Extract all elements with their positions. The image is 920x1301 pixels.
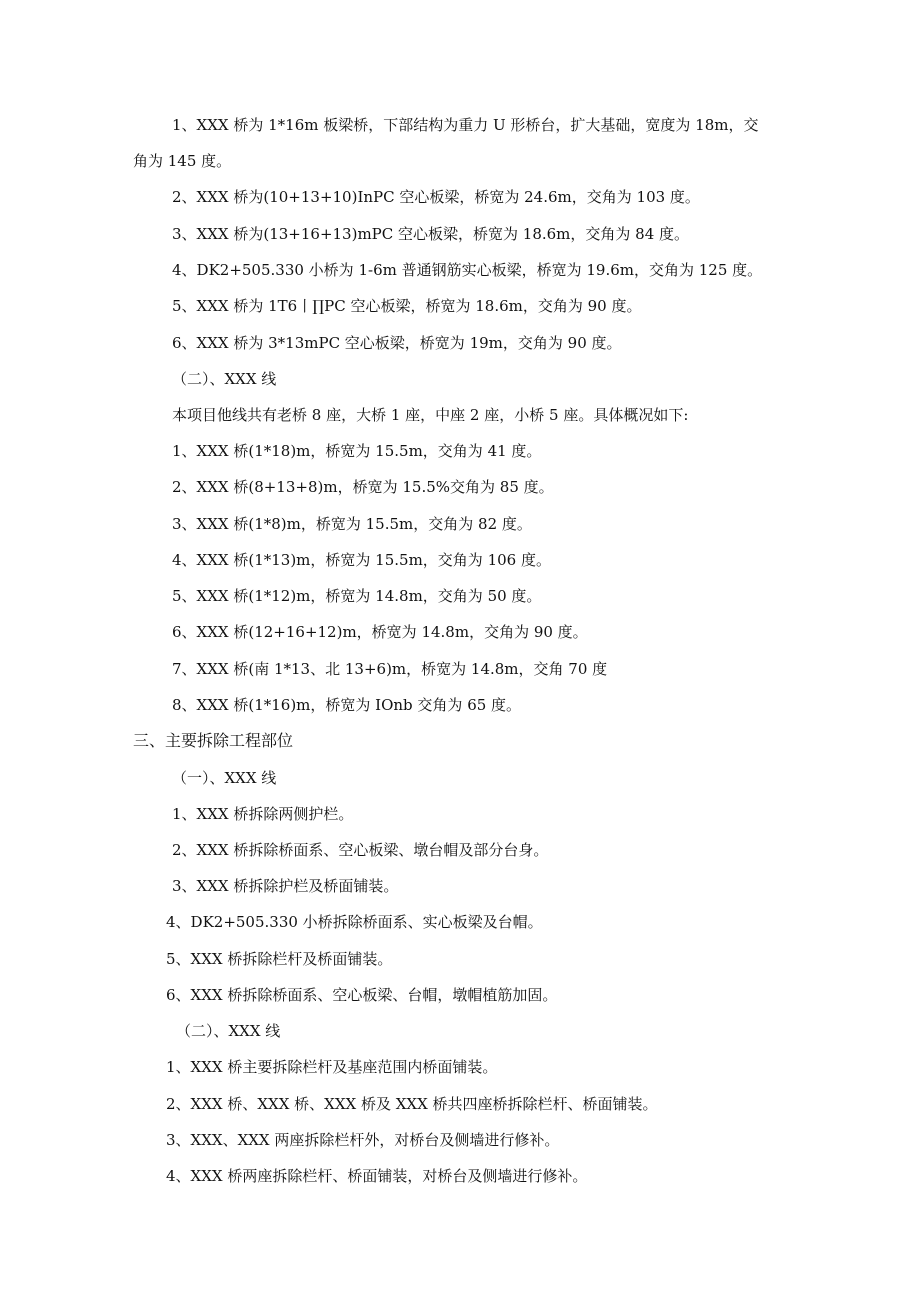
- paragraph-line: 1、XXX 桥(1*18)m，桥宽为 15.5m，交角为 41 度。: [172, 442, 542, 460]
- subsection-heading: （二）、XXX 线: [176, 1022, 281, 1040]
- paragraph-line: 本项目他线共有老桥 8 座，大桥 1 座，中座 2 座，小桥 5 座。具体概况如下:: [172, 406, 689, 424]
- paragraph-line: 角为 145 度。: [133, 152, 232, 170]
- section-heading: 三、主要拆除工程部位: [133, 731, 294, 750]
- paragraph-line: 2、XXX 桥(8+13+8)m，桥宽为 15.5%交角为 85 度。: [172, 478, 554, 496]
- paragraph-line: 1、XXX 桥主要拆除栏杆及基座范围内桥面铺装。: [166, 1058, 498, 1076]
- paragraph-line: 3、XXX 桥为(13+16+13)mPC 空心板梁，桥宽为 18.6m，交角为 84 度。: [172, 225, 690, 243]
- paragraph-line: 6、XXX 桥(12+16+12)m，桥宽为 14.8m，交角为 90 度。: [172, 623, 588, 641]
- paragraph-line: 4、XXX 桥两座拆除栏杆、桥面铺装，对桥台及侧墙进行修补。: [166, 1167, 588, 1185]
- paragraph-line: 2、XXX 桥为(10+13+10)InPC 空心板梁，桥宽为 24.6m，交角为 103 度。: [172, 188, 700, 206]
- paragraph-line: 4、DK2+505.330 小桥为 1-6m 普通钢筋实心板梁，桥宽为 19.6m，交角为 125 度。: [172, 261, 763, 279]
- paragraph-line: 3、XXX 桥拆除护栏及桥面铺装。: [172, 877, 399, 895]
- subsection-heading: （一）、XXX 线: [172, 769, 277, 787]
- paragraph-line: 6、XXX 桥拆除桥面系、空心板梁、台帽，墩帽植筋加固。: [166, 986, 558, 1004]
- paragraph-line: 5、XXX 桥为 1T6丨∏PC 空心板梁，桥宽为 18.6m，交角为 90 度。: [172, 297, 642, 315]
- paragraph-line: 8、XXX 桥(1*16)m，桥宽为 IOnb 交角为 65 度。: [172, 696, 522, 714]
- paragraph-line: 7、XXX 桥(南 1*13、北 13+6)m，桥宽为 14.8m，交角 70 度: [172, 660, 608, 678]
- paragraph-line: 5、XXX 桥拆除栏杆及桥面铺装。: [166, 950, 393, 968]
- subsection-heading: （二）、XXX 线: [172, 370, 277, 388]
- paragraph-line: 2、XXX 桥、XXX 桥、XXX 桥及 XXX 桥共四座桥拆除栏杆、桥面铺装。: [166, 1095, 658, 1113]
- paragraph-line: 4、DK2+505.330 小桥拆除桥面系、实心板梁及台帽。: [166, 913, 543, 931]
- paragraph-line: 1、XXX 桥为 1*16m 板梁桥，下部结构为重力 U 形桥台，扩大基础，宽度为 18m，交: [172, 116, 759, 134]
- paragraph-line: 6、XXX 桥为 3*13mPC 空心板梁，桥宽为 19m，交角为 90 度。: [172, 334, 622, 352]
- paragraph-line: 5、XXX 桥(1*12)m，桥宽为 14.8m，交角为 50 度。: [172, 587, 542, 605]
- paragraph-line: 3、XXX 桥(1*8)m，桥宽为 15.5m，交角为 82 度。: [172, 515, 532, 533]
- paragraph-line: 4、XXX 桥(1*13)m，桥宽为 15.5m，交角为 106 度。: [172, 551, 551, 569]
- paragraph-line: 2、XXX 桥拆除桥面系、空心板梁、墩台帽及部分台身。: [172, 841, 549, 859]
- paragraph-line: 3、XXX、XXX 两座拆除栏杆外，对桥台及侧墙进行修补。: [166, 1131, 560, 1149]
- paragraph-line: 1、XXX 桥拆除两侧护栏。: [172, 805, 354, 823]
